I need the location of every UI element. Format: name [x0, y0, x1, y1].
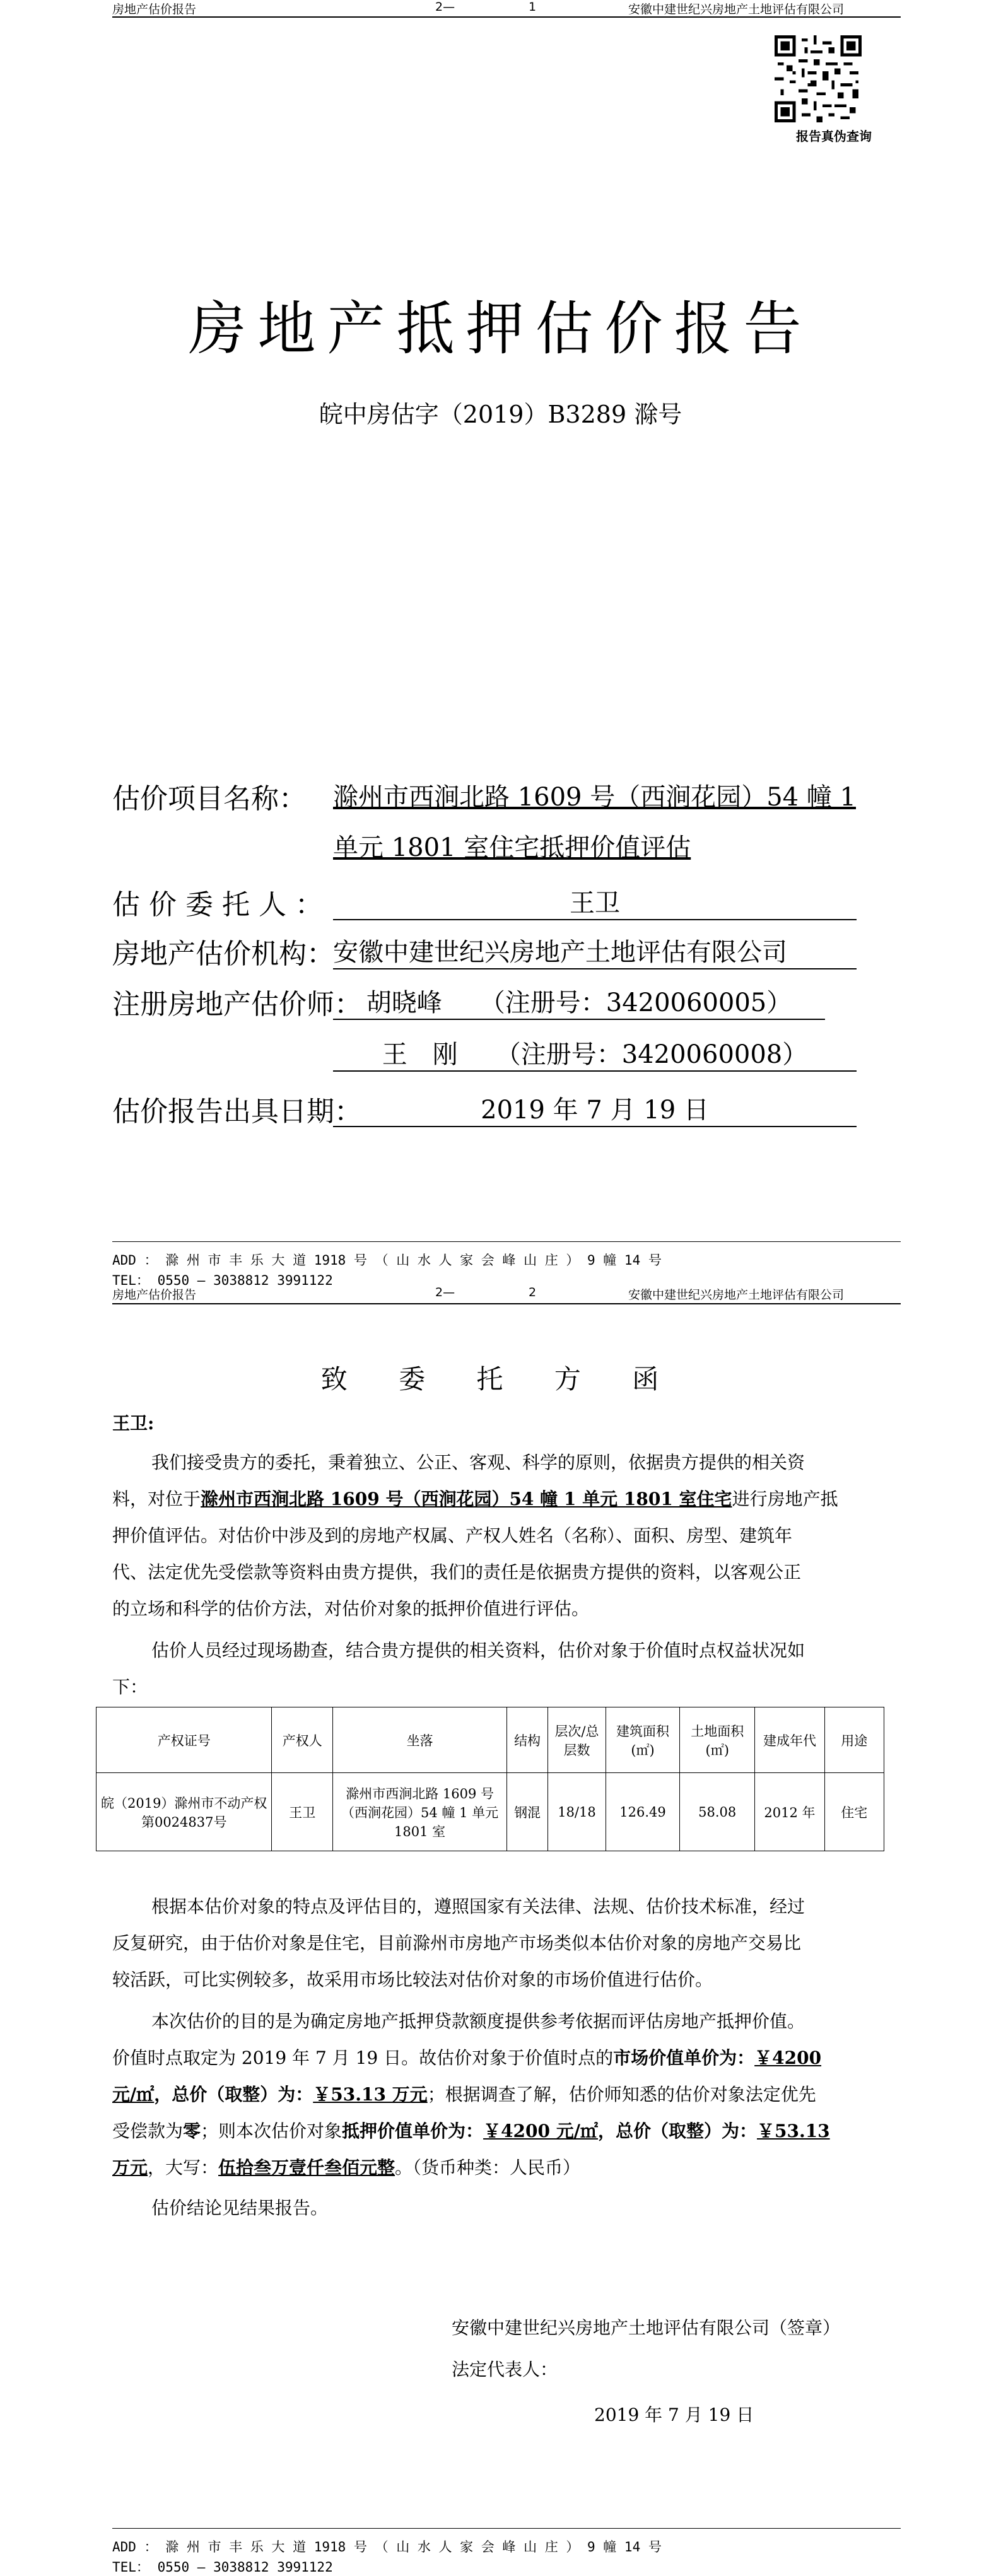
- mortgage-total-value: ￥53.13: [756, 2121, 830, 2141]
- table-row: [97, 1773, 884, 1851]
- market-unit-price-value: ￥4200: [754, 2047, 822, 2068]
- market-total-label: ，总价（取整）为：: [154, 2084, 313, 2105]
- market-total-value: ￥53.13 万元: [313, 2084, 428, 2105]
- table-cell: 18/18: [547, 1773, 606, 1851]
- p4-line3-post: ；根据调查了解，估价师知悉的估价对象法定优先: [427, 2084, 816, 2105]
- agency-value: 安徽中建世纪兴房地产土地评估有限公司: [333, 932, 857, 969]
- table-header-row: [97, 1707, 884, 1773]
- project-name-label: 估价项目名称：: [112, 783, 307, 815]
- mortgage-unit-price-label: 抵押价值单价为：: [342, 2121, 484, 2141]
- client-value: 王卫: [333, 883, 857, 920]
- report-number: 皖中房估字（2019）B3289 滁号: [319, 401, 682, 428]
- footer-address: ADD ： 滁 州 市 丰 乐 大 道 1918 号 （ 山 水 人 家 会 峰 山 庄 ） 9 幢 14 号: [112, 2539, 662, 2555]
- p4-line4-mid: ；则本次估价对象: [201, 2121, 342, 2141]
- p4-line4-pre: 受偿款为: [112, 2121, 184, 2141]
- report-title: 房地产抵押估价报告: [188, 295, 813, 363]
- p4-line1: 本次估价的目的是为确定房地产抵押贷款额度提供参考依据而评估房地产抵押价值。: [151, 2011, 805, 2032]
- p4-line2-pre: 价值时点取定为 2019 年 7 月 19 日。故估价对象于价值时点的: [112, 2047, 614, 2068]
- signature-representative: 法定代表人：: [452, 2359, 558, 2380]
- header-page-prefix: 2—: [435, 0, 455, 14]
- report-date-value: 2019 年 7 月 19 日: [333, 1090, 857, 1127]
- p1-line2-post: 进行房地产抵: [732, 1489, 838, 1509]
- p3-line2: 反复研究，由于估价对象是住宅，目前滁州市房地产市场类似本估价对象的房地产交易比: [112, 1933, 802, 1953]
- project-name-line2: 单元 1801 室住宅抵押价值评估: [333, 833, 691, 862]
- header-rule: [112, 1303, 901, 1304]
- footer-rule: [112, 1241, 901, 1242]
- p1-property-address: 滁州市西涧北路 1609 号（西涧花园）54 幢 1 单元 1801 室住宅: [201, 1489, 732, 1509]
- signature-date: 2019 年 7 月 19 日: [594, 2404, 754, 2425]
- table-cell: 滁州市西涧北路 1609 号（西涧花园）54 幢 1 单元 1801 室: [333, 1773, 507, 1851]
- signature-company: 安徽中建世纪兴房地产土地评估有限公司（签章）: [452, 2317, 841, 2338]
- p3-line1: 根据本估价对象的特点及评估目的，遵照国家有关法律、法规、估价技术标准，经过: [151, 1896, 805, 1917]
- p4-line4: [112, 2113, 830, 2150]
- header-rule: [112, 16, 901, 18]
- p2-line1: 估价人员经过现场勘查，结合贵方提供的相关资料，估价对象于价值时点权益状况如: [151, 1640, 805, 1661]
- table-header-cell: 用途: [824, 1707, 884, 1773]
- p2-line2: 下：: [112, 1677, 148, 1697]
- table-cell: 王卫: [272, 1773, 333, 1851]
- p1-line4: 代、法定优先受偿款等资料由贵方提供，我们的责任是依据贵方提供的资料，以客观公正: [112, 1562, 802, 1583]
- p4-line5: [112, 2150, 580, 2186]
- mortgage-total-label: ，总价（取整）为：: [597, 2121, 757, 2141]
- project-name-line1: 滁州市西涧北路 1609 号（西涧花园）54 幢 1: [333, 783, 857, 812]
- p3-line3: 较活跃，可比实例较多，故采用市场比较法对估价对象的市场价值进行估价。: [112, 1969, 713, 1990]
- agency-label: 房地产估价机构：: [112, 938, 334, 970]
- header-page-number: 2: [529, 1285, 537, 1299]
- market-unit-price-label: 市场价值单价为：: [613, 2047, 755, 2068]
- table-cell: 钢混: [507, 1773, 548, 1851]
- table-header-cell: 土地面积(㎡): [680, 1707, 755, 1773]
- mortgage-unit-price-value: ￥4200 元/㎡: [483, 2121, 598, 2141]
- footer-rule: [112, 2528, 901, 2529]
- mortgage-total-unit: 万元: [112, 2157, 148, 2178]
- market-unit-price-unit: 元/㎡: [112, 2084, 155, 2105]
- table-header-cell: 建成年代: [755, 1707, 824, 1773]
- footer-phone: TEL： 0550 — 3038812 3991122: [112, 2560, 333, 2575]
- property-table: [96, 1707, 884, 1851]
- p1-line3: 押价值评估。对估价中涉及到的房地产权属、产权人姓名（名称）、面积、房型、建筑年: [112, 1525, 793, 1546]
- table-header-cell: 建筑面积(㎡): [606, 1707, 680, 1773]
- header-left: 房地产估价报告: [112, 3, 197, 16]
- table-header-cell: 产权证号: [97, 1707, 272, 1773]
- header-right: 安徽中建世纪兴房地产土地评估有限公司: [628, 1288, 845, 1302]
- table-cell: 126.49: [606, 1773, 680, 1851]
- footer-phone: TEL： 0550 — 3038812 3991122: [112, 1273, 333, 1288]
- p4-line5-post: 。（货币种类：人民币）: [395, 2157, 581, 2178]
- table-cell: 皖（2019）滁州市不动产权第0024837号: [97, 1773, 272, 1851]
- header-page-prefix: 2—: [435, 1285, 455, 1299]
- appraiser-2: 王 刚 （注册号：3420060008）: [333, 1034, 857, 1072]
- table-cell: 58.08: [680, 1773, 755, 1851]
- table-header-cell: 坐落: [333, 1707, 507, 1773]
- table-cell: 住宅: [824, 1773, 884, 1851]
- p1-line5: 的立场和科学的估价方法，对估价对象的抵押价值进行评估。: [112, 1598, 590, 1619]
- amount-in-words: 伍拾叁万壹仟叁佰元整: [218, 2157, 395, 2178]
- qr-code-icon[interactable]: [775, 35, 862, 122]
- header-left: 房地产估价报告: [112, 1288, 197, 1302]
- p4-line5-mid: ，大写：: [148, 2157, 219, 2178]
- table-header-cell: 结构: [507, 1707, 548, 1773]
- p1-line2-pre: 料，对位于: [112, 1489, 201, 1509]
- letter-title: 致 委 托 方 函: [320, 1364, 681, 1395]
- p4-line3: [112, 2076, 816, 2113]
- qr-caption: 报告真伪查询: [796, 129, 872, 144]
- priority-claim-value: 零: [183, 2121, 201, 2141]
- client-label: 估 价 委 托 人 ：: [112, 889, 323, 921]
- table-header-cell: 产权人: [272, 1707, 333, 1773]
- p4-line2: [112, 2040, 821, 2076]
- p1-line1: 我们接受贵方的委托，秉着独立、公正、客观、科学的原则，依据贵方提供的相关资: [151, 1452, 805, 1473]
- p5: 估价结论见结果报告。: [151, 2198, 329, 2218]
- table-header-cell: 层次/总层数: [547, 1707, 606, 1773]
- letter-salutation: 王卫:: [112, 1413, 155, 1434]
- header-right: 安徽中建世纪兴房地产土地评估有限公司: [628, 3, 845, 16]
- appraiser-label: 注册房地产估价师：: [112, 988, 362, 1021]
- footer-address: ADD ： 滁 州 市 丰 乐 大 道 1918 号 （ 山 水 人 家 会 峰 山 庄 ） 9 幢 14 号: [112, 1253, 662, 1268]
- table-cell: 2012 年: [755, 1773, 824, 1851]
- appraiser-1: 胡晓峰 （注册号：3420060005）: [333, 983, 825, 1020]
- report-date-label: 估价报告出具日期：: [112, 1096, 362, 1128]
- header-page-number: 1: [529, 0, 537, 14]
- p1-line2: [112, 1481, 838, 1518]
